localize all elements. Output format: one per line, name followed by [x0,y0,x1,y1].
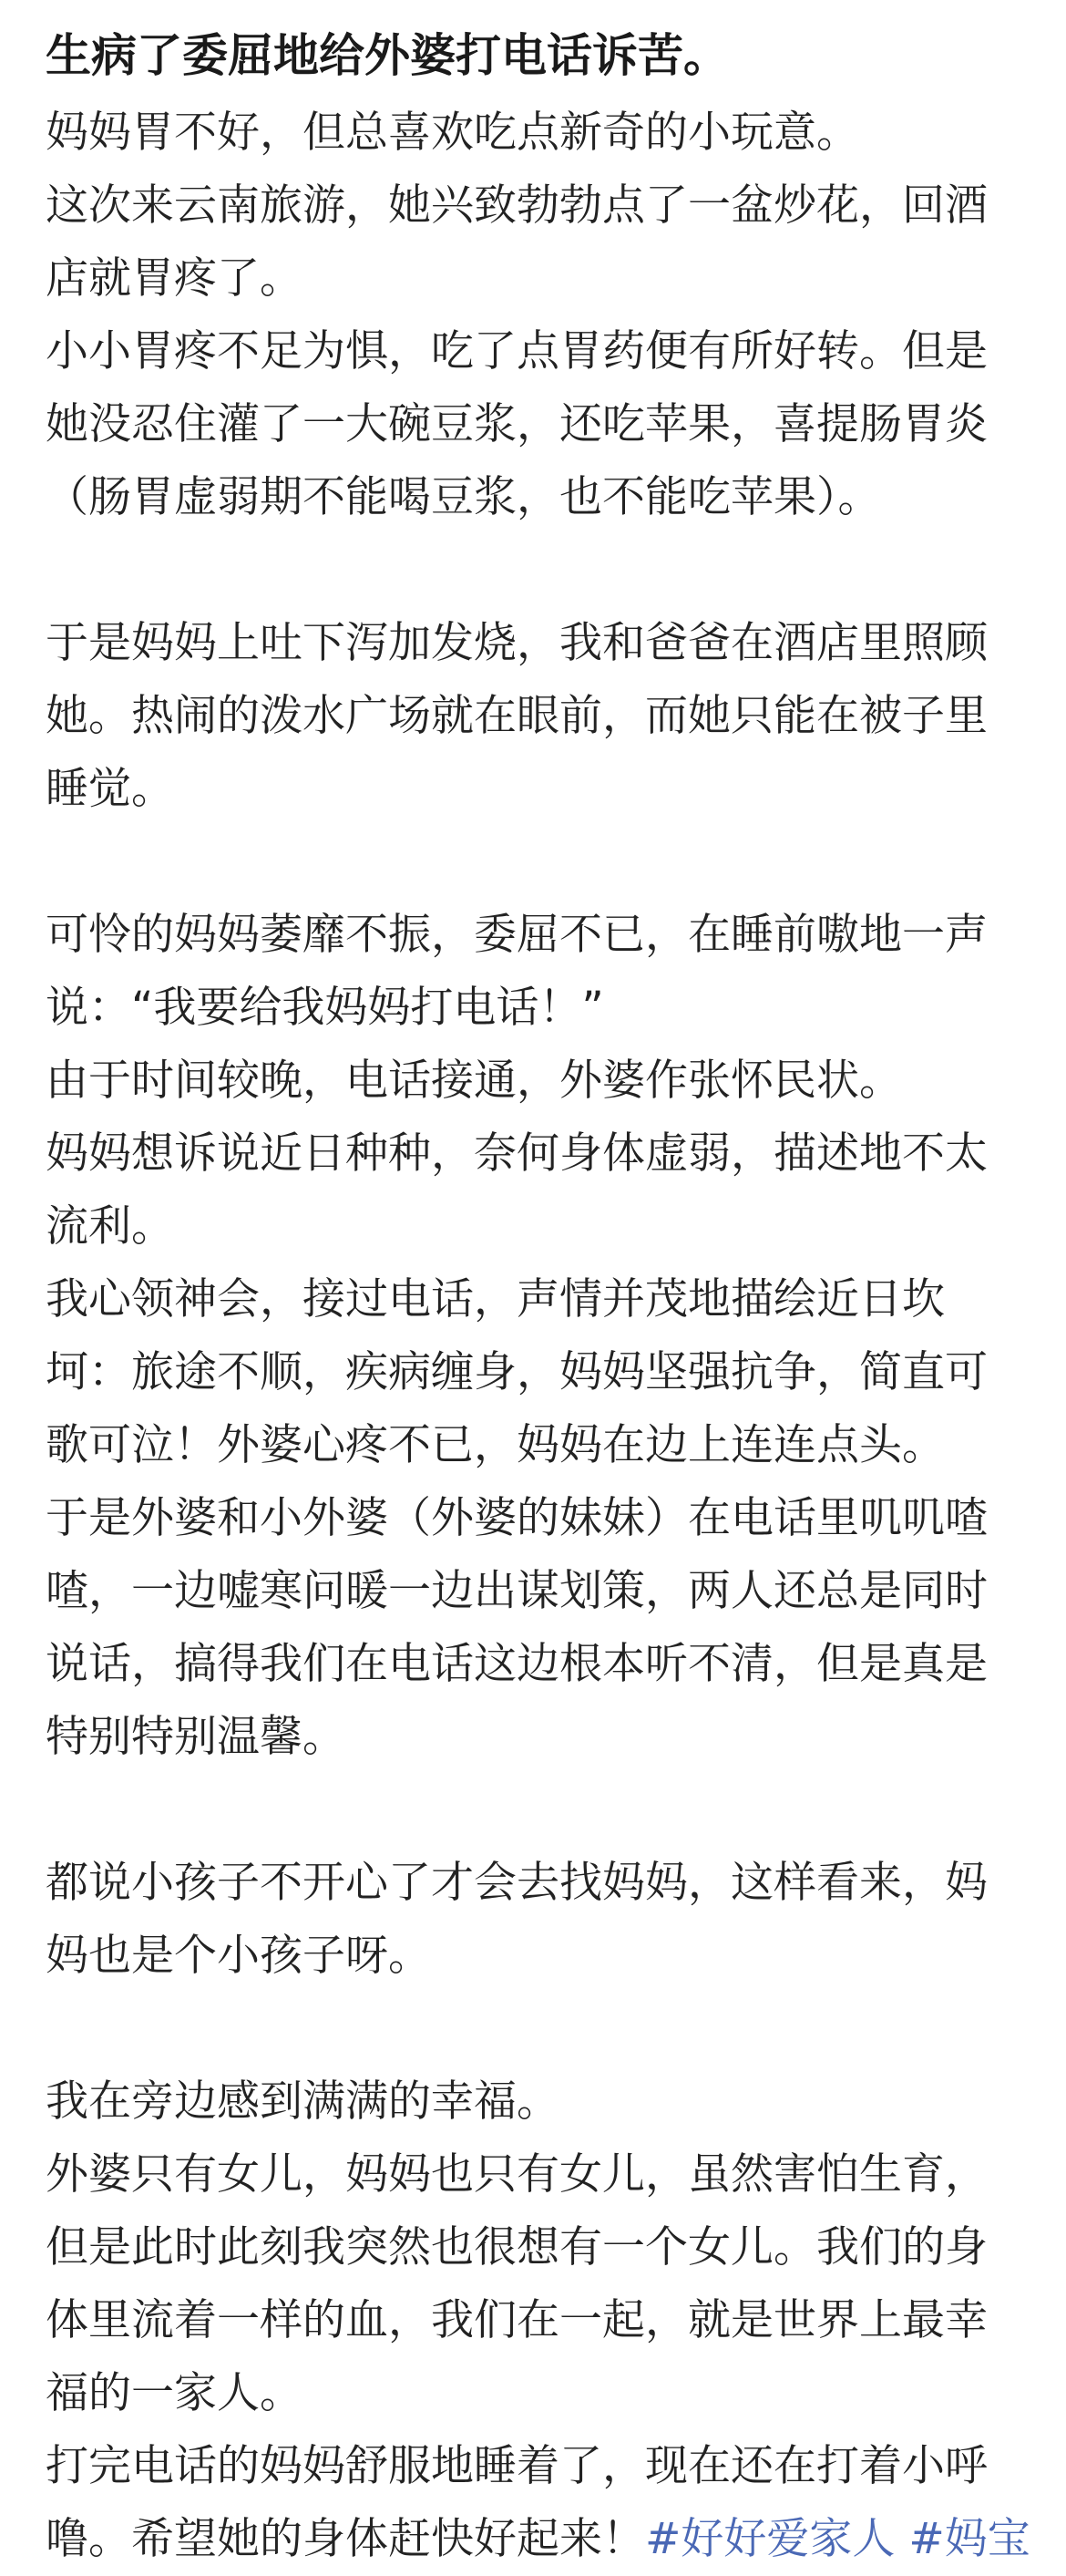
text-line: 她没忍住灌了一大碗豆浆，还吃苹果，喜提肠胃炎 [46,399,988,449]
text-line: 但是此时此刻我突然也很想有一个女儿。我们的身 [46,2222,988,2272]
text-line: 歌可泣！外婆心疼不已，妈妈在边上连连点头。 [46,1420,945,1470]
text-line: 妈妈想诉说近日种种，奈何身体虚弱，描述地不太 [46,1128,988,1179]
text-line: 睡觉。 [46,764,174,814]
text-line: 我心领神会，接过电话，声情并茂地描绘近日坎 [46,1274,945,1324]
text-line: 福的一家人。 [46,2368,302,2418]
text-line: 店就胃疼了。 [46,253,302,304]
text-line: 外婆只有女儿，妈妈也只有女儿，虽然害怕生育， [46,2149,988,2200]
paragraph-spacer [46,826,1030,899]
text-line: 小小胃疼不足为惧，吃了点胃药便有所好转。但是 [46,326,988,376]
text-line: 特别特别温馨。 [46,1712,345,1762]
text-line: 可怜的妈妈萎靡不振，委屈不已，在睡前嗷地一声 [46,910,988,960]
post-title: 生病了委屈地给外婆打电话诉苦。 [46,29,729,82]
text-line: 妈也是个小孩子呀。 [46,1931,431,1981]
text-line: 都说小孩子不开心了才会去找妈妈，这样看来，妈 [46,1858,988,1908]
text-line: 妈妈胃不好，但总喜欢吃点新奇的小玩意。 [46,108,859,158]
text-line: 体里流着一样的血，我们在一起，就是世界上最幸 [46,2295,988,2345]
post-body [46,97,1030,2503]
text-line: 她。热闹的泼水广场就在眼前，而她只能在被子里 [46,691,988,741]
text-line: 喳，一边嘘寒问暖一边出谋划策，两人还总是同时 [46,1566,988,1616]
text-line: 流利。 [46,1201,174,1252]
post-content [46,27,1030,2576]
text-line: 由于时间较晚，电话接通，外婆作张怀民状。 [46,1056,902,1106]
text-line: （肠胃虚弱期不能喝豆浆，也不能吃苹果）。 [46,472,881,522]
post-last-line-text: 噜。希望她的身体赶快好起来！ [46,2514,645,2564]
paragraph-spacer [46,1774,1030,1847]
text-line: 打完电话的妈妈舒服地睡着了，现在还在打着小呼 [46,2441,988,2491]
text-line: 这次来云南旅游，她兴致勃勃点了一盆炒花，回酒 [46,180,988,231]
text-line: 说话，搞得我们在电话这边根本听不清，但是真是 [46,1639,988,1689]
hashtag-link[interactable]: #妈宝 [908,2514,1030,2564]
paragraph-spacer [46,534,1030,607]
text-line: 我在旁边感到满满的幸福。 [46,2076,559,2127]
hashtag-link[interactable]: #好好爱家人 [645,2514,896,2564]
text-line: 说：“我要给我妈妈打电话！” [46,983,604,1033]
text-line: 坷：旅途不顺，疾病缠身，妈妈坚强抗争，简直可 [46,1347,988,1397]
post-last-line [46,2503,1030,2576]
paragraph-spacer [46,1993,1030,2066]
text-line: 于是妈妈上吐下泻加发烧，我和爸爸在酒店里照顾 [46,618,988,668]
text-line: 于是外婆和小外婆（外婆的妹妹）在电话里叽叽喳 [46,1493,988,1543]
